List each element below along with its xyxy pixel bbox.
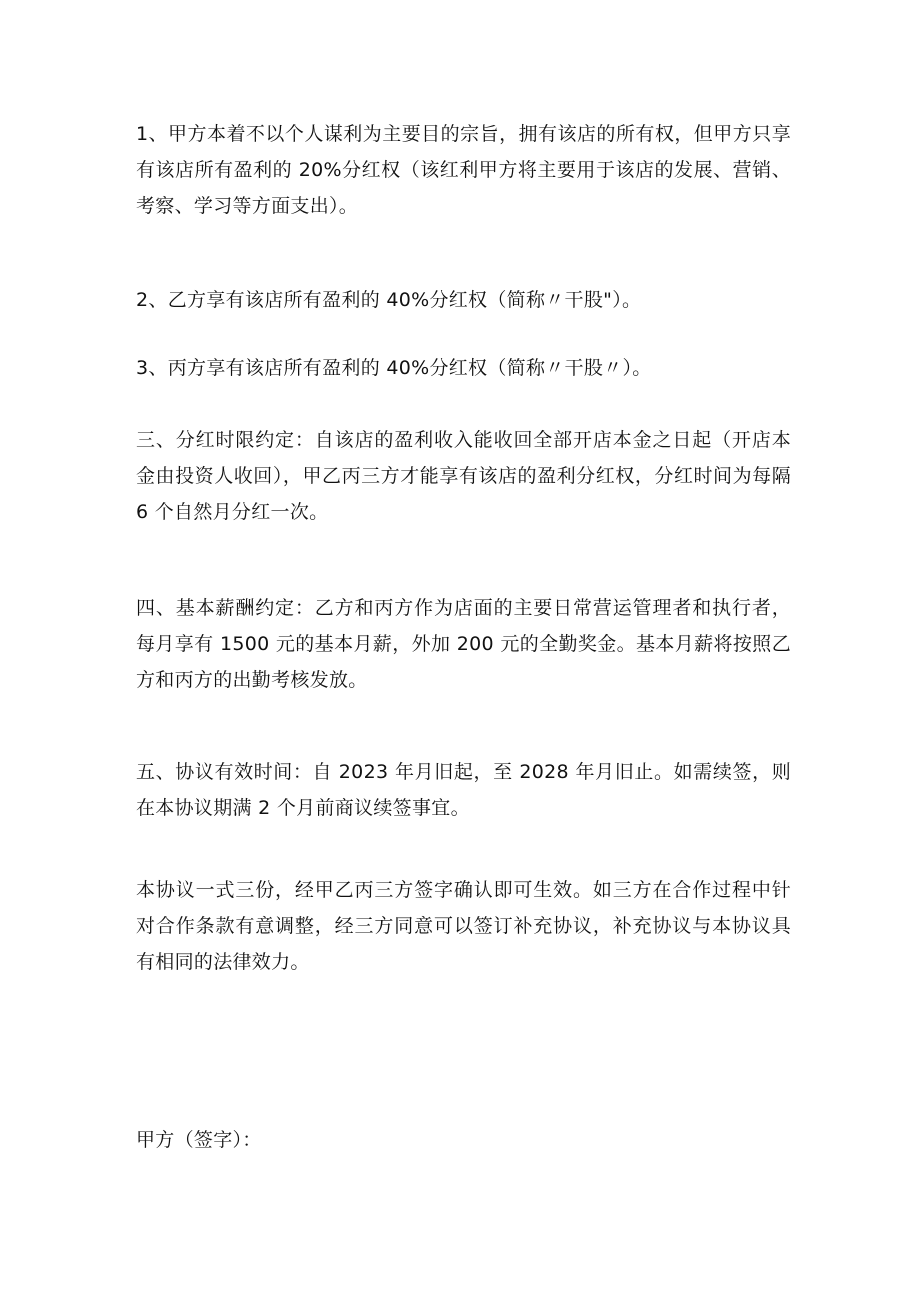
closing-paragraph: 本协议一式三份，经甲乙丙三方签字确认即可生效。如三方在合作过程中针对合作条款有意调整，经三方同意可以签订补充协议，补充协议与本协议具有相同的法律效力。 — [136, 879, 791, 973]
clause-1-jia-dividend: 1、甲方本着不以个人谋利为主要目的宗旨，拥有该店的所有权，但甲方只享有该店所有盈利的 20%分红权（该红利甲方将主要用于该店的发展、营销、考察、学习等方面支出）。 — [136, 123, 791, 217]
section-dividend-period: 三、分红时限约定：自该店的盈利收入能收回全部开店本金之日起（开店本金由投资人收回），甲乙丙三方才能享有该店的盈利分红权，分红时间为每隔 6 个自然月分红一次。 — [136, 429, 791, 523]
signature-label-party-a: 甲方（签字）： — [136, 1129, 262, 1151]
section-basic-salary: 四、基本薪酬约定：乙方和丙方作为店面的主要日常营运管理者和执行者，每月享有 1500 元的基本月薪，外加 200 元的全勤奖金。基本月薪将按照乙方和丙方的出勤考核发放。 — [136, 597, 791, 691]
clause-2-yi-dividend: 2、乙方享有该店所有盈利的 40%分红权（简称〃干股"）。 — [136, 289, 642, 311]
clause-3-bing-dividend: 3、丙方享有该店所有盈利的 40%分红权（简称〃干股〃）。 — [136, 357, 652, 379]
section-agreement-term: 五、协议有效时间：自 2023 年月旧起，至 2028 年月旧止。如需续签，则在本协议期满 2 个月前商议续签事宜。 — [136, 761, 791, 819]
